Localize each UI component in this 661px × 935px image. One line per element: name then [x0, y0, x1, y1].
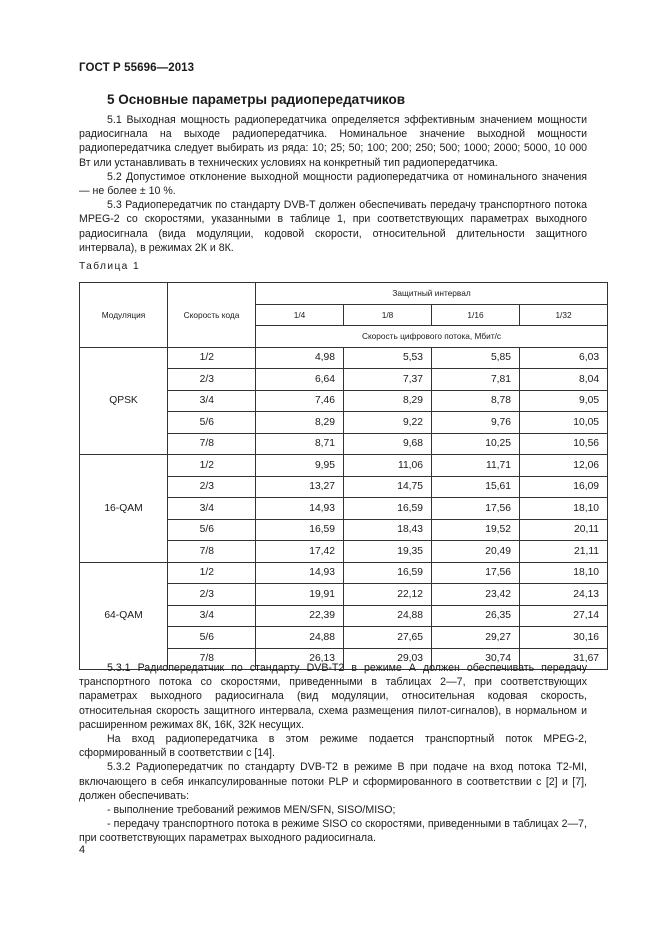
code-rate-cell: 5/6 [168, 627, 256, 649]
bitrate-cell: 13,27 [256, 476, 344, 498]
bitrate-cell: 10,25 [432, 433, 520, 455]
bitrate-cell: 9,22 [344, 412, 432, 434]
bitrate-cell: 19,35 [344, 541, 432, 563]
modulation-cell: QPSK [80, 347, 168, 455]
bitrate-cell: 16,59 [344, 562, 432, 584]
bitrate-cell: 27,65 [344, 627, 432, 649]
guard-interval-header: Защитный интервал [256, 283, 608, 305]
interval-header: 1/4 [256, 304, 344, 326]
bitrate-cell: 18,10 [520, 562, 608, 584]
bitrate-cell: 26,35 [432, 605, 520, 627]
code-rate-cell: 7/8 [168, 541, 256, 563]
bitrate-cell: 18,10 [520, 498, 608, 520]
bitrate-cell: 7,46 [256, 390, 344, 412]
bitrate-cell: 9,76 [432, 412, 520, 434]
table-row [80, 455, 608, 477]
code-rate-cell: 1/2 [168, 347, 256, 369]
bitrate-cell: 9,95 [256, 455, 344, 477]
code-rate-cell: 3/4 [168, 605, 256, 627]
bitrate-cell: 6,03 [520, 347, 608, 369]
bitrate-cell: 17,56 [432, 498, 520, 520]
paragraph-5-3: 5.3 Радиопередатчик по стандарту DVB-T должен обеспечивать передачу транспортного потока MPEG-2 со скоростями, указанными в таблице 1, при соответствующих параметрах выходного радиосигнала (вида модуляции, кодовой скорости, относительной длительности защитного интервала), в режимах 2К и 8К. [79, 199, 587, 254]
interval-header: 1/8 [344, 304, 432, 326]
paragraph-5-1: 5.1 Выходная мощность радиопередатчика определяется эффективным значением мощности радиосигнала на выходе радиопередатчика. Номинальное значение выходной мощности радиопередатчика следует выбирать из ряда: 10; 25; 50; 100; 200; 250; 500; 1000; 2000; 5000, 10 000 Вт или устанавливать в технических условиях на конкретный тип радиопередатчика. [79, 114, 587, 169]
table-row [80, 347, 608, 369]
bitrate-cell: 5,53 [344, 347, 432, 369]
bitrate-cell: 7,37 [344, 369, 432, 391]
code-rate-cell: 2/3 [168, 584, 256, 606]
interval-header: 1/16 [432, 304, 520, 326]
bitrate-cell: 5,85 [432, 347, 520, 369]
table-row [80, 562, 608, 584]
bitrate-cell: 14,75 [344, 476, 432, 498]
bullet-item: - передачу транспортного потока в режиме SISO со скоростями, приведенными в таблицах 2—7, при соответствующих параметрах выходного радиосигнала. [79, 818, 587, 845]
code-rate-cell: 3/4 [168, 498, 256, 520]
bitrate-cell: 10,05 [520, 412, 608, 434]
bitrate-cell: 9,05 [520, 390, 608, 412]
bitrate-cell: 7,81 [432, 369, 520, 391]
code-rate-cell: 5/6 [168, 412, 256, 434]
bitrate-cell: 20,49 [432, 541, 520, 563]
bitrate-cell: 19,52 [432, 519, 520, 541]
code-rate-cell: 7/8 [168, 648, 256, 670]
bitrate-cell: 9,68 [344, 433, 432, 455]
bitrate-cell: 14,93 [256, 498, 344, 520]
bitrate-header: Скорость цифрового потока, Мбит/с [256, 326, 608, 348]
bitrate-cell: 15,61 [432, 476, 520, 498]
bitrate-cell: 31,67 [520, 648, 608, 670]
bitrate-cell: 16,09 [520, 476, 608, 498]
table-caption: Таблица 1 [79, 261, 141, 272]
bitrate-cell: 10,56 [520, 433, 608, 455]
bitrate-cell: 12,06 [520, 455, 608, 477]
bitrate-cell: 30,74 [432, 648, 520, 670]
bitrate-cell: 22,12 [344, 584, 432, 606]
code-rate-cell: 1/2 [168, 562, 256, 584]
bitrate-cell: 16,59 [344, 498, 432, 520]
bitrate-cell: 8,04 [520, 369, 608, 391]
bitrate-cell: 8,71 [256, 433, 344, 455]
paragraph-5-3-1: 5.3.1 Радиопередатчик по стандарту DVB-T2 в режиме А должен обеспечивать передачу транспортного потока со скоростями, приведенными в таблицах 2—7, при соответствующих параметрах выходного радиосигнала (вид модуляции, относительная кодовая скорость, относительная скорость защитного интервала, схема размещения пилот-сигналов), в нормальном и расширенном режимах 8К, 16К, 32К несущих. [79, 662, 587, 731]
code-rate-cell: 3/4 [168, 390, 256, 412]
bitrate-table [79, 282, 608, 670]
bitrate-cell: 4,98 [256, 347, 344, 369]
paragraph-5-2: 5.2 Допустимое отклонение выходной мощности радиопередатчика от номинального значения — не более ± 10 %. [79, 170, 587, 198]
bitrate-cell: 6,64 [256, 369, 344, 391]
bitrate-cell: 30,16 [520, 627, 608, 649]
bitrate-cell: 20,11 [520, 519, 608, 541]
bitrate-cell: 24,88 [344, 605, 432, 627]
modulation-header: Модуляция [80, 283, 168, 348]
bitrate-cell: 11,71 [432, 455, 520, 477]
bitrate-cell: 29,03 [344, 648, 432, 670]
bitrate-cell: 29,27 [432, 627, 520, 649]
bitrate-cell: 8,29 [256, 412, 344, 434]
bitrate-cell: 17,56 [432, 562, 520, 584]
bitrate-cell: 11,06 [344, 455, 432, 477]
bitrate-cell: 23,42 [432, 584, 520, 606]
bitrate-cell: 14,93 [256, 562, 344, 584]
page-number: 4 [79, 844, 86, 856]
after-table-text [79, 661, 587, 846]
bitrate-cell: 8,29 [344, 390, 432, 412]
code-rate-cell: 7/8 [168, 433, 256, 455]
bitrate-cell: 18,43 [344, 519, 432, 541]
bullet-item: - выполнение требований режимов MEN/SFN, SISO/MISO; [107, 804, 396, 817]
bitrate-cell: 16,59 [256, 519, 344, 541]
bitrate-cell: 8,78 [432, 390, 520, 412]
code-rate-header: Скорость кода [168, 283, 256, 348]
bitrate-cell: 26,13 [256, 648, 344, 670]
bitrate-cell: 27,14 [520, 605, 608, 627]
bitrate-cell: 22,39 [256, 605, 344, 627]
document-header: ГОСТ Р 55696—2013 [79, 62, 195, 74]
code-rate-cell: 1/2 [168, 455, 256, 477]
modulation-cell: 16-QAM [80, 455, 168, 563]
code-rate-cell: 2/3 [168, 369, 256, 391]
section-title: 5 Основные параметры радиопередатчиков [107, 92, 406, 107]
intro-text [79, 113, 587, 255]
paragraph-5-3-2: 5.3.2 Радиопередатчик по стандарту DVB-T2 в режиме В при подаче на вход потока T2-MI, включающего в себя инкапсулированные потоки PLP и сформированного в соответствии с [2] и [7], должен обеспечивать: [79, 761, 587, 802]
bitrate-cell: 17,42 [256, 541, 344, 563]
code-rate-cell: 2/3 [168, 476, 256, 498]
code-rate-cell: 5/6 [168, 519, 256, 541]
bitrate-cell: 19,91 [256, 584, 344, 606]
interval-header: 1/32 [520, 304, 608, 326]
bitrate-cell: 21,11 [520, 541, 608, 563]
paragraph-mpeg2-input: На вход радиопередатчика в этом режиме подается транспортный поток MPEG-2, сформированный в соответствии с [14]. [79, 733, 587, 760]
modulation-cell: 64-QAM [80, 562, 168, 670]
bitrate-cell: 24,88 [256, 627, 344, 649]
bitrate-cell: 24,13 [520, 584, 608, 606]
